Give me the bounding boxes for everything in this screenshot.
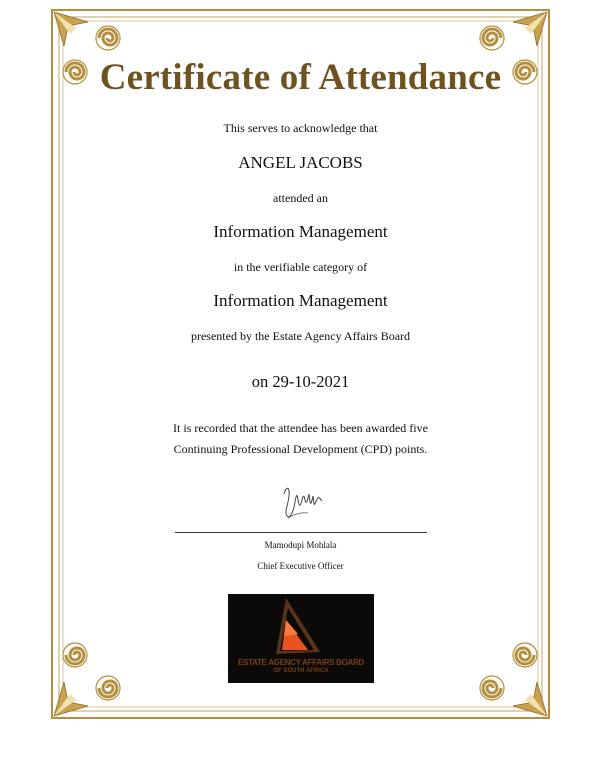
certificate-title: Certificate of Attendance: [99, 57, 502, 98]
signatory-title: Chief Executive Officer: [257, 561, 344, 571]
attendee-name: ANGEL JACOBS: [238, 153, 363, 172]
signature-line: [175, 532, 427, 533]
intro-text: This serves to acknowledge that: [223, 121, 378, 135]
date-line: on 29-10-2021: [251, 372, 350, 391]
signature-image: [278, 482, 328, 526]
attended-label: attended an: [273, 191, 328, 205]
logo-text-line-2: OF SOUTH AFRICA: [273, 668, 329, 674]
category-label: in the verifiable category of: [233, 260, 368, 274]
corner-ornament-bottom-left: [54, 643, 120, 716]
cpd-line-2: Continuing Professional Development (CPD) points.: [173, 442, 428, 456]
category-name: Information Management: [213, 291, 388, 310]
course-name: Information Management: [213, 222, 388, 241]
logo-text-line-1: ESTATE AGENCY AFFAIRS BOARD: [238, 658, 364, 667]
cpd-line-1: It is recorded that the attendee has been awarded five: [173, 421, 428, 435]
presenter-line: presented by the Estate Agency Affairs Board: [190, 329, 411, 343]
signatory-name: Mamodupi Mohlala: [264, 540, 337, 550]
corner-ornament-bottom-right: [480, 643, 547, 716]
eaab-logo: [228, 594, 374, 683]
